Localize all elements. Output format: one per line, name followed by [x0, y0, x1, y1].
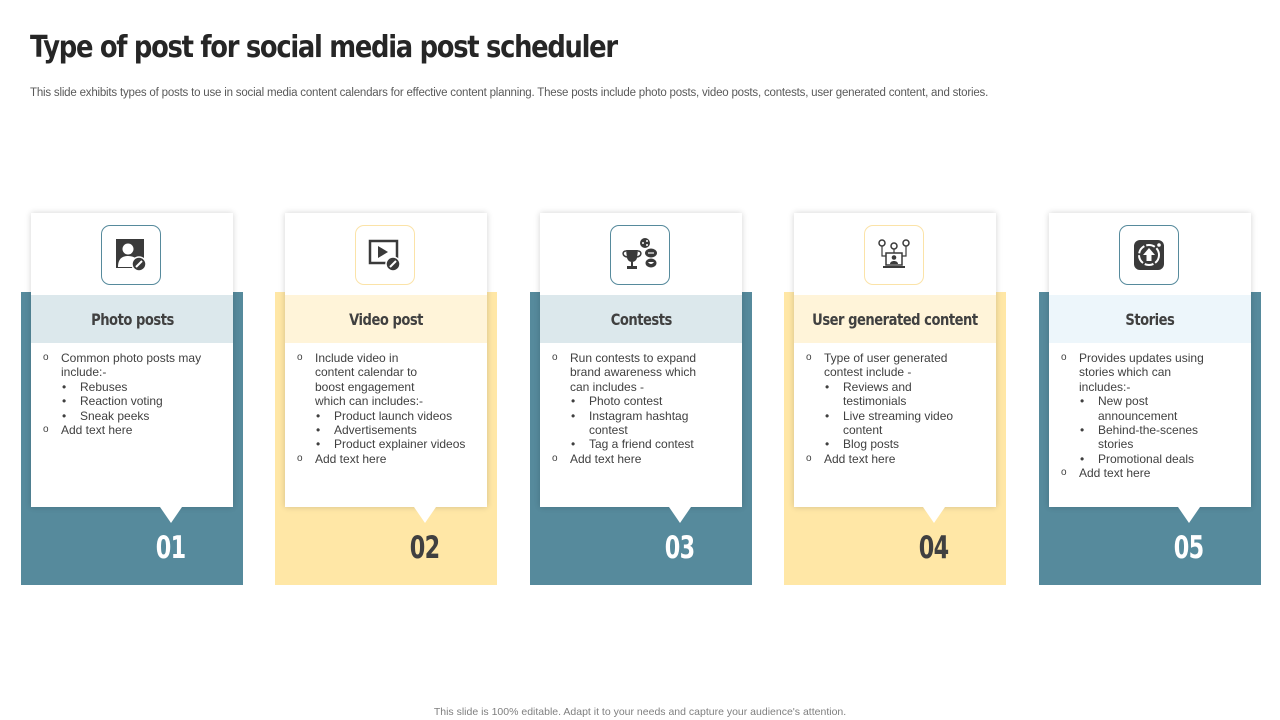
list-item: o Common photo posts may include:-	[43, 351, 202, 380]
sub-list-item: • Promotional deals	[1080, 451, 1195, 466]
column-content	[806, 351, 988, 466]
column-heading: Video post	[285, 295, 487, 343]
sub-list-item: • Product explainer videos	[316, 437, 466, 452]
post-type-column-ugc	[784, 213, 1006, 585]
post-type-column-stories	[1039, 213, 1261, 585]
video-play-icon	[368, 238, 402, 272]
sub-list-item: • Instagram hashtag contest	[571, 408, 689, 438]
column-content	[1061, 351, 1243, 481]
list-item: o Add text here	[297, 451, 387, 466]
card-pointer	[414, 507, 436, 523]
post-type-card	[1049, 213, 1251, 507]
list-item: o Type of user generated contest include -	[806, 351, 948, 380]
trophy-chat-icon	[621, 236, 659, 274]
list-item: o Provides updates using stories which can includes:-	[1061, 351, 1204, 394]
user-network-laptop-icon	[877, 238, 911, 272]
card-pointer	[923, 507, 945, 523]
list-item: o Run contests to expand brand awareness which can includes -	[552, 351, 697, 394]
step-number: 05	[1174, 530, 1204, 566]
step-number: 04	[919, 530, 949, 566]
icon-frame	[610, 225, 670, 285]
list-item: o Include video in content calendar to boost engagement which can includes:-	[297, 351, 424, 409]
icon-frame	[101, 225, 161, 285]
card-pointer	[1178, 507, 1200, 523]
sub-list-item: • Advertisements	[316, 423, 417, 438]
slide-subtitle: This slide exhibits types of posts to use in social media content calendars for effective content planning. These posts include photo posts, video posts, contests, user generated content, and stories.	[30, 87, 989, 99]
column-heading: Contests	[540, 295, 742, 343]
sub-list-item: • Reviews and testimonials	[825, 379, 912, 409]
sub-list-item: • Blog posts	[825, 437, 900, 452]
column-heading: Photo posts	[31, 295, 233, 343]
slide-footer-note: This slide is 100% editable. Adapt it to your needs and capture your audience's attention.	[433, 706, 847, 718]
column-content	[552, 351, 734, 466]
column-heading: Stories	[1049, 295, 1251, 343]
slide-title: Type of post for social media post scheduler	[30, 30, 617, 65]
icon-frame	[1119, 225, 1179, 285]
column-content	[297, 351, 479, 466]
sub-list-item: • New post announcement	[1080, 394, 1178, 423]
list-item: o Add text here	[1061, 466, 1151, 481]
column-content	[43, 351, 225, 437]
sub-list-item: • Live streaming video content	[825, 408, 954, 438]
card-pointer	[160, 507, 182, 523]
post-type-card	[540, 213, 742, 507]
story-upload-icon	[1132, 238, 1166, 272]
icon-frame	[355, 225, 415, 285]
list-item: o Add text here	[806, 451, 896, 466]
post-type-card	[794, 213, 996, 507]
post-type-column-contests	[530, 213, 752, 585]
list-item: o Add text here	[552, 451, 642, 466]
step-number: 03	[665, 530, 695, 566]
step-number: 01	[156, 530, 186, 566]
photo-user-icon	[114, 238, 148, 272]
post-type-card	[31, 213, 233, 507]
sub-list-item: • Sneak peeks	[62, 408, 150, 423]
card-pointer	[669, 507, 691, 523]
sub-list-item: • Tag a friend contest	[571, 437, 694, 452]
post-type-column-video	[275, 213, 497, 585]
sub-list-item: • Product launch videos	[316, 408, 453, 423]
step-number: 02	[410, 530, 440, 566]
sub-list-item: • Reaction voting	[62, 394, 163, 409]
post-type-card	[285, 213, 487, 507]
post-type-column-photo	[21, 213, 243, 585]
sub-list-item: • Photo contest	[571, 394, 663, 409]
list-item: o Add text here	[43, 423, 133, 438]
sub-list-item: • Rebuses	[62, 379, 128, 394]
icon-frame	[864, 225, 924, 285]
column-heading: User generated content	[794, 295, 996, 343]
sub-list-item: • Behind-the-scenes stories	[1080, 423, 1199, 452]
